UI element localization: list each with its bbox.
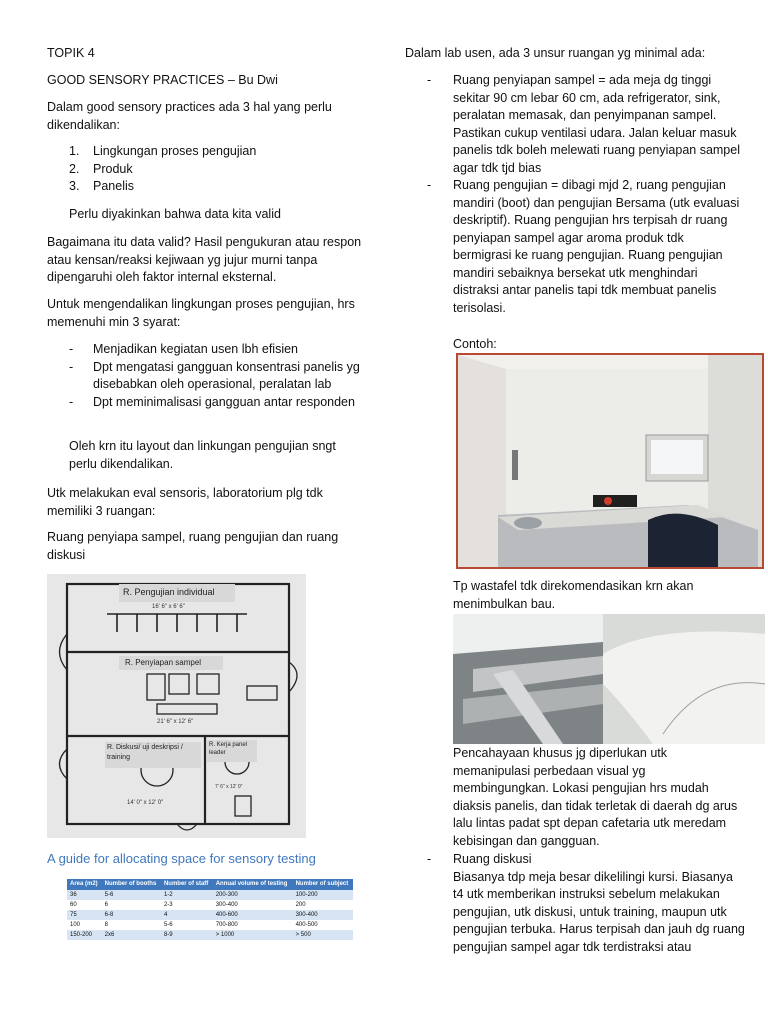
allocation-table: [67, 879, 353, 940]
table-cell: 2x6: [102, 930, 161, 940]
list-number: 3.: [69, 179, 80, 193]
booths-photo: [453, 614, 765, 744]
intro-paragraph: Dalam good sensory practices ada 3 hal yang perlu dikendalikan:: [47, 100, 332, 132]
table-cell: 300-400: [213, 900, 293, 910]
table-header-cell: Number of staff: [161, 879, 213, 890]
table-cell: 200-300: [213, 890, 293, 900]
control-env-paragraph: Untuk mengendalikan lingkungan proses pengujian, hrs memenuhi min 3 syarat:: [47, 297, 355, 329]
table-cell: 5-6: [102, 890, 161, 900]
table-row: [67, 890, 353, 900]
list-item: [405, 177, 745, 317]
plan-label-prep: R. Penyiapan sampel: [125, 658, 202, 667]
list-number: 2.: [69, 161, 80, 176]
table-cell: 700-800: [213, 920, 293, 930]
plan-dim-discussion: 14' 0" x 12' 0": [127, 800, 164, 806]
plan-label-panel-leader: R. Kerja panel leader: [209, 742, 248, 756]
table-cell: 4: [161, 910, 213, 920]
list-dash: -: [69, 342, 74, 356]
table-row: [67, 930, 353, 940]
topic-label: TOPIK 4: [47, 46, 95, 60]
rooms-note: Ruang penyiapa sampel, ruang pengujian dan ruang diskusi: [47, 530, 339, 562]
list-dash: -: [427, 73, 432, 87]
plan-dim-panel-leader: 7' 6" x 12' 0": [215, 784, 243, 790]
table-row: [67, 900, 353, 910]
table-header-cell: Annual volume of testing: [213, 879, 293, 890]
floor-plan-image: [47, 574, 306, 838]
plan-label-discussion: R. Diskusi/ uji deskripsi / training: [107, 744, 183, 761]
table-row: [67, 910, 353, 920]
plan-dim-prep: 21' 6" x 12' 6": [157, 719, 194, 725]
guide-title: A guide for allocating space for sensory testing: [47, 851, 316, 866]
list-item-text: Dpt mengatasi gangguan konsentrasi panelis yg disebabkan oleh operasional, peralatan lab: [93, 359, 360, 391]
list-item: [405, 851, 745, 869]
plan-dim-individual: 16' 6" x 6' 6": [152, 604, 185, 610]
table-cell: 60: [67, 900, 102, 910]
eval-note: Utk melakukan eval sensoris, laboratorium plg tdk memiliki 3 ruangan:: [47, 486, 323, 518]
controlled-list: [47, 143, 365, 196]
table-cell: 150-200: [67, 930, 102, 940]
table-cell: 75: [67, 910, 102, 920]
room-list-lower: [405, 851, 745, 956]
table-header-row: [67, 879, 353, 890]
layout-note: Oleh krn itu layout dan linkungan pengujian sngt perlu dikendalikan.: [69, 439, 336, 471]
list-item-text: Ruang diskusi: [453, 852, 532, 866]
valid-note: Perlu diyakinkan bahwa data kita valid: [69, 207, 281, 221]
list-item-text: Panelis: [93, 179, 134, 193]
table-row: [67, 920, 353, 930]
table-cell: 1-2: [161, 890, 213, 900]
list-dash: -: [427, 178, 432, 192]
table-cell: 300-400: [293, 910, 353, 920]
list-item: [47, 341, 365, 359]
list-item: [47, 394, 365, 412]
table-header-cell: Number of subject: [293, 879, 353, 890]
table-cell: 2-3: [161, 900, 213, 910]
contoh-label: Contoh:: [453, 337, 497, 351]
list-item: [405, 72, 745, 177]
list-dash: -: [427, 852, 432, 866]
table-cell: 100: [67, 920, 102, 930]
list-item-text: Ruang penyiapan sampel = ada meja dg tinggi sekitar 90 cm lebar 60 cm, ada refrigerator, sink, peralatan memasak, dan penyimpanan sampel. Pastikan cukup ventilasi udara. Jalan keluar masuk panelis tdk boleh melewati ruang penyiapan sampel agar tdk tjd bias: [453, 73, 740, 175]
table-cell: 8: [102, 920, 161, 930]
list-item-text: Menjadikan kegiatan usen lbh efisien: [93, 342, 298, 356]
list-item-text: Dpt meminimalisasi gangguan antar responden: [93, 394, 355, 409]
table-cell: > 500: [293, 930, 353, 940]
list-number: 1.: [69, 144, 80, 158]
room-list-upper: [405, 72, 745, 317]
requirements-list: [47, 341, 365, 411]
plan-label-individual: R. Pengujian individual: [123, 587, 215, 597]
table-cell: 6: [102, 900, 161, 910]
list-item-text: Ruang pengujian = dibagi mjd 2, ruang pengujian mandiri (boot) dan pengujian Bersama (utk evaluasi deskriptif). Ruang pengujian hrs terpisah dr ruang penyiapan sampel agar aroma produk tdk bermigrasi ke ruang pengujian. Ruang pengujian mandiri sebaiknya bersekat utk menghindari distraksi antar panelis tapi tdk membuat panelis terisolasi.: [453, 178, 740, 315]
list-dash: -: [69, 359, 74, 374]
list-dash: -: [69, 394, 74, 409]
list-item: [47, 161, 365, 179]
table-cell: 8-9: [161, 930, 213, 940]
table-cell: 100-200: [293, 890, 353, 900]
wastafel-note: Tp wastafel tdk direkomendasikan krn akan menimbulkan bau.: [453, 579, 694, 611]
table-cell: 36: [67, 890, 102, 900]
list-item: [47, 178, 365, 196]
table-cell: 400-500: [293, 920, 353, 930]
table-cell: 5-6: [161, 920, 213, 930]
list-item-text: Produk: [93, 161, 133, 176]
table-cell: 400-600: [213, 910, 293, 920]
table-header-cell: Area (m2): [67, 879, 102, 890]
table-cell: 6-8: [102, 910, 161, 920]
list-item: [47, 359, 365, 394]
guide-table: [67, 879, 353, 940]
lighting-note: Pencahayaan khusus jg diperlukan utk memanipulasi perbedaan visual yg membingungkan. Lokasi pengujian hrs mudah diaksis panelis, dan tidak terletak di daerah dg arus lalu lintas padat spt depan cafetaria utk meredam kebisingan dan gangguan.: [453, 746, 738, 848]
list-item-text: Lingkungan proses pengujian: [93, 144, 257, 158]
list-item: [47, 143, 365, 161]
booth-photo: [456, 353, 764, 569]
valid-question-paragraph: Bagaimana itu data valid? Hasil pengukuran atau respon atau kensan/reaksi kejiwaan yg jujur murni tanpa dipengaruhi oleh faktor internal eksternal.: [47, 235, 362, 284]
list-item-text: Biasanya tdp meja besar dikelilingi kursi. Biasanya t4 utk memberikan instruksi sebelum melakukan pengujian, utk diskusi, untuk training, maupun utk pengujian terbuka. Harus terpisah dan jauh dg ruang pengujian sampel agar tdk terdistraksi atau: [453, 869, 745, 954]
table-cell: > 1000: [213, 930, 293, 940]
list-item-body: [405, 869, 745, 957]
right-intro: Dalam lab usen, ada 3 unsur ruangan yg minimal ada:: [405, 46, 706, 60]
table-cell: 200: [293, 900, 353, 910]
table-header-cell: Number of booths: [102, 879, 161, 890]
page-heading: GOOD SENSORY PRACTICES – Bu Dwi: [47, 73, 278, 87]
